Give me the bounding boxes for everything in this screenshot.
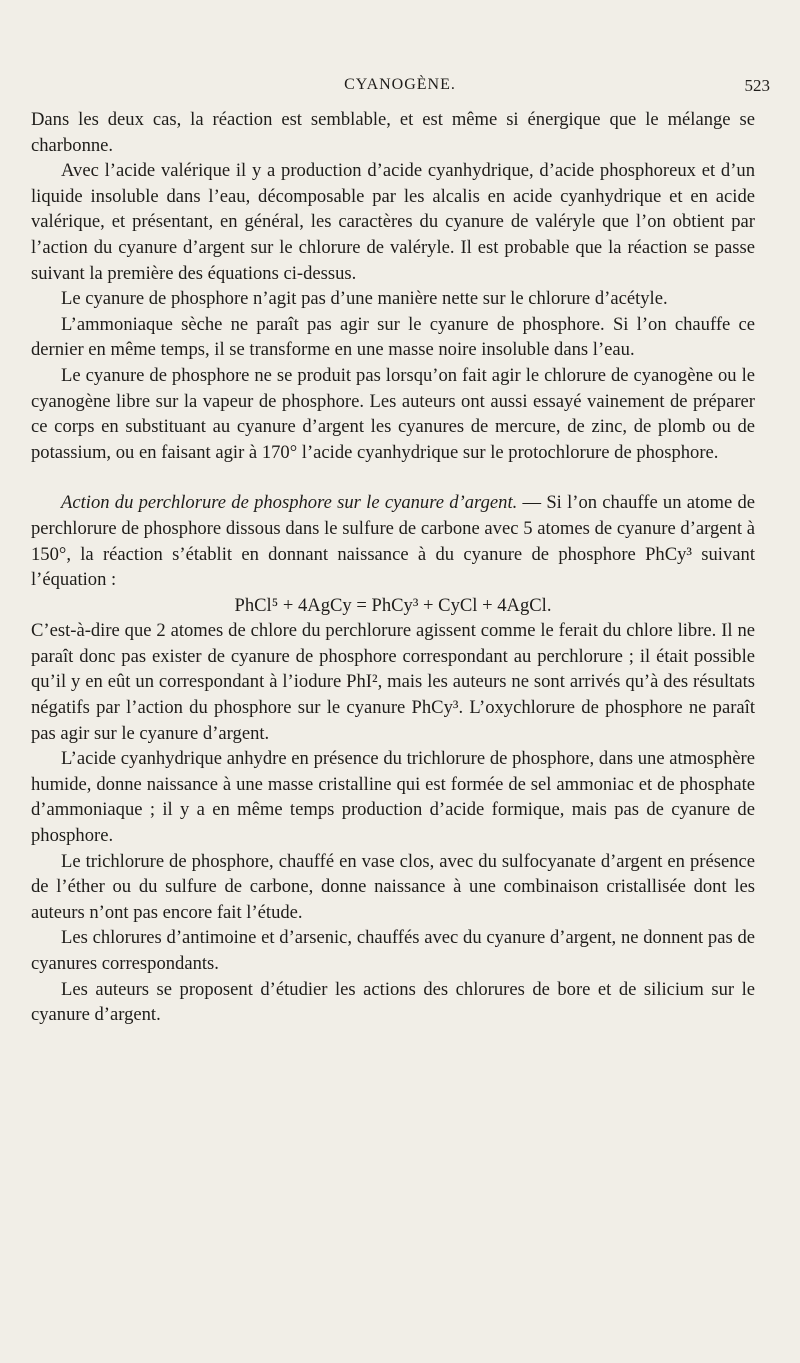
section-heading: Action du perchlorure de phosphore sur le cyanure d’argent.	[61, 492, 518, 514]
paragraph: Dans les deux cas, la réaction est semblable, et est même si énergique que le mélange se charbonne.	[31, 109, 755, 156]
paragraph: Le cyanure de phosphore ne se produit pas lorsqu’on fait agir le chlorure de cyanogène ou le cyanogène libre sur la vapeur de phosphore. Les auteurs ont aussi essayé vainement de préparer ce corps en substituant au cyanure d’argent les cyanures de mercure, de zinc, de plomb ou de potassium, ou en faisant agir à 170° l’acide cyanhydrique sur le protochlorure de phosphore.	[31, 364, 755, 463]
page-number: 523	[744, 76, 770, 95]
paragraph: Le cyanure de phosphore n’agit pas d’une manière nette sur le chlorure d’acétyle.	[61, 288, 668, 310]
section-paragraph	[31, 490, 755, 592]
chemical-equation: PhCl⁵ + 4AgCy = PhCy³ + CyCl + 4AgCl.	[234, 594, 552, 616]
paragraph: L’ammoniaque sèche ne paraît pas agir sur le cyanure de phosphore. Si l’on chauffe ce dernier en même temps, il se transforme en une masse noire insoluble dans l’eau.	[31, 313, 755, 361]
paragraph: Le trichlorure de phosphore, chauffé en vase clos, avec du sulfocyanate d’argent en présence de l’éther ou du sulfure de carbone, donne naissance à une combinaison cristallisée dont les auteurs n’ont pas encore fait l’étude.	[31, 850, 755, 923]
running-title: CYANOGÈNE.	[344, 76, 456, 93]
paragraph: L’acide cyanhydrique anhydre en présence du trichlorure de phosphore, dans une atmosphère humide, donne naissance à une masse cristalline qui est formée de sel ammoniac et de phosphate d’ammoniaque ; il y a en même temps production d’acide formique, mais pas de cyanure de phosphore.	[31, 748, 755, 847]
section-text: — Si l’on chauffe un atome de perchlorure de phosphore dissous dans le sulfure de carbone avec 5 atomes de cyanure d’argent à 150°, la réaction s’établit en donnant naissance à du cyanure de phosphore PhCy³ suivant l’équation :	[31, 492, 755, 591]
paragraph: Les auteurs se proposent d’étudier les actions des chlorures de bore et de silicium sur le cyanure d’argent.	[31, 978, 755, 1026]
paragraph: Avec l’acide valérique il y a production d’acide cyanhydrique, d’acide phosphoreux et d’un liquide insoluble dans l’eau, décomposable par les alcalis en acide cyanhydrique et en acide valérique, et présentant, en général, les caractères du cyanure de valéryle que l’on obtient par l’action du cyanure d’argent sur le chlorure de valéryle. Il est probable que la réaction se passe suivant la première des équations ci-dessus.	[31, 160, 755, 284]
paragraph: C’est-à-dire que 2 atomes de chlore du perchlorure agissent comme le ferait du chlore libre. Il ne paraît donc pas exister de cyanure de phosphore correspondant au perchlorure ; il était possible qu’il y en eût un correspondant à l’iodure PhI², mais les auteurs ne sont arrivés qu’à des résultats négatifs par l’action du phosphore sur le cyanure PhCy³. L’oxychlorure de phosphore ne paraît pas agir sur le cyanure d’argent.	[31, 620, 755, 744]
paragraph: Les chlorures d’antimoine et d’arsenic, chauffés avec du cyanure d’argent, ne donnent pas de cyanures correspondants.	[31, 927, 755, 974]
body-text	[31, 107, 755, 1028]
page-header	[30, 76, 770, 102]
